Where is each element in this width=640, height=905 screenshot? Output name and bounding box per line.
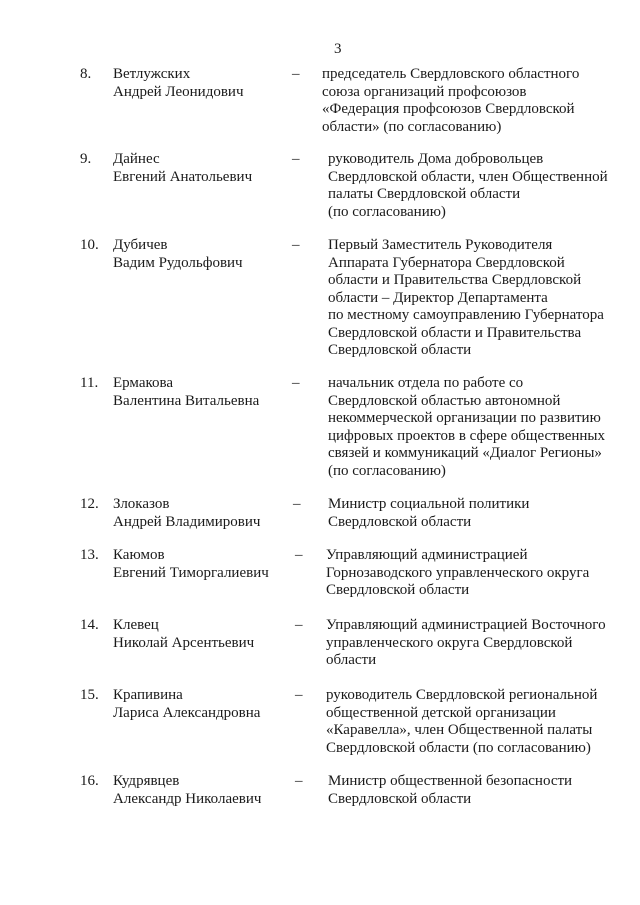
position-line: «Каравелла», член Общественной палаты	[326, 722, 593, 738]
member-surname: Дубичев	[113, 237, 168, 253]
position-line: Свердловской области	[326, 582, 470, 598]
position-line: области и Правительства Свердловской	[328, 272, 582, 288]
position-line: области» (по согласованию)	[322, 118, 502, 135]
member-position	[328, 773, 572, 808]
member-name	[113, 687, 260, 722]
member-name	[113, 237, 243, 272]
position-line: палаты Свердловской области	[328, 186, 521, 202]
member-surname: Ветлужских	[113, 66, 191, 82]
dash-separator: –	[292, 66, 300, 82]
position-line: руководитель Дома добровольцев	[328, 151, 544, 167]
position-line: цифровых проектов в сфере общественных	[328, 427, 606, 444]
dash-separator: –	[292, 375, 300, 391]
member-position	[326, 617, 606, 670]
position-line: союза организаций профсоюзов	[322, 83, 527, 100]
member-surname: Злоказов	[113, 496, 170, 512]
member-given-names: Андрей Леонидович	[113, 83, 244, 100]
entry-number: 16.	[80, 773, 99, 789]
position-line: по местному самоуправлению Губернатора	[328, 307, 604, 323]
member-given-names: Николай Арсентьевич	[113, 634, 255, 651]
dash-separator: –	[295, 547, 303, 563]
dash-separator: –	[295, 687, 303, 703]
position-line: Свердловской области (по согласованию)	[326, 739, 591, 756]
member-position	[322, 66, 579, 136]
position-line: области – Директор Департамента	[328, 289, 548, 306]
member-name	[113, 773, 261, 808]
position-line: председатель Свердловского областного	[322, 66, 580, 82]
position-line: некоммерческой организации по развитию	[328, 410, 601, 426]
member-given-names: Александр Николаевич	[113, 790, 262, 807]
member-surname: Кудрявцев	[113, 773, 180, 789]
position-line: Свердловской области, член Общественной	[328, 168, 608, 185]
member-name	[113, 151, 252, 186]
dash-separator: –	[295, 773, 303, 789]
position-line: Свердловской области	[328, 513, 472, 530]
member-position	[328, 237, 604, 360]
position-line: связей и коммуникаций «Диалог Регионы»	[328, 445, 602, 461]
entry-number: 12.	[80, 496, 99, 512]
member-name	[113, 496, 260, 531]
entry-number: 15.	[80, 687, 99, 703]
position-line: (по согласованию)	[328, 203, 446, 220]
entry-number: 8.	[80, 66, 92, 82]
dash-separator: –	[295, 617, 303, 633]
position-line: Горнозаводского управленческого округа	[326, 564, 590, 581]
entry-number: 13.	[80, 547, 99, 563]
dash-separator: –	[292, 237, 300, 253]
member-given-names: Валентина Витальевна	[113, 392, 260, 409]
member-name	[113, 66, 244, 101]
member-position	[328, 151, 608, 221]
position-line: Министр социальной политики	[328, 496, 530, 512]
member-surname: Клевец	[113, 617, 159, 633]
member-position	[328, 375, 605, 480]
member-surname: Ермакова	[113, 375, 174, 391]
entry-number: 9.	[80, 151, 92, 167]
position-line: Управляющий администрацией	[326, 547, 528, 563]
page-number: 3	[334, 41, 342, 57]
member-surname: Каюмов	[113, 547, 165, 563]
member-name	[113, 617, 254, 652]
position-line: управленческого округа Свердловской	[326, 634, 573, 651]
position-line: Первый Заместитель Руководителя	[328, 237, 553, 253]
member-surname: Дайнес	[113, 151, 160, 167]
member-position	[326, 687, 597, 757]
position-line: (по согласованию)	[328, 462, 446, 479]
member-given-names: Андрей Владимирович	[113, 513, 261, 530]
position-line: области	[326, 652, 377, 668]
entry-number: 14.	[80, 617, 99, 633]
member-surname: Крапивина	[113, 687, 183, 703]
member-given-names: Вадим Рудольфович	[113, 254, 243, 271]
position-line: руководитель Свердловской региональной	[326, 687, 598, 703]
member-name	[113, 547, 269, 582]
member-given-names: Евгений Анатольевич	[113, 168, 253, 185]
member-given-names: Евгений Тиморгалиевич	[113, 564, 269, 581]
position-line: Свердловской области	[328, 790, 472, 807]
entry-number: 10.	[80, 237, 99, 253]
position-line: начальник отдела по работе со	[328, 375, 524, 391]
position-line: Свердловской области и Правительства	[328, 324, 582, 341]
dash-separator: –	[293, 496, 301, 512]
position-line: «Федерация профсоюзов Свердловской	[322, 101, 575, 117]
member-position	[328, 496, 529, 531]
dash-separator: –	[292, 151, 300, 167]
member-position	[326, 547, 589, 600]
member-given-names: Лариса Александровна	[113, 704, 261, 721]
member-name	[113, 375, 259, 410]
position-line: Управляющий администрацией Восточного	[326, 617, 606, 633]
position-line: Аппарата Губернатора Свердловской	[328, 254, 565, 271]
position-line: Министр общественной безопасности	[328, 773, 573, 789]
entry-number: 11.	[80, 375, 99, 391]
position-line: Свердловской областью автономной	[328, 392, 561, 409]
position-line: общественной детской организации	[326, 704, 556, 721]
position-line: Свердловской области	[328, 342, 472, 358]
